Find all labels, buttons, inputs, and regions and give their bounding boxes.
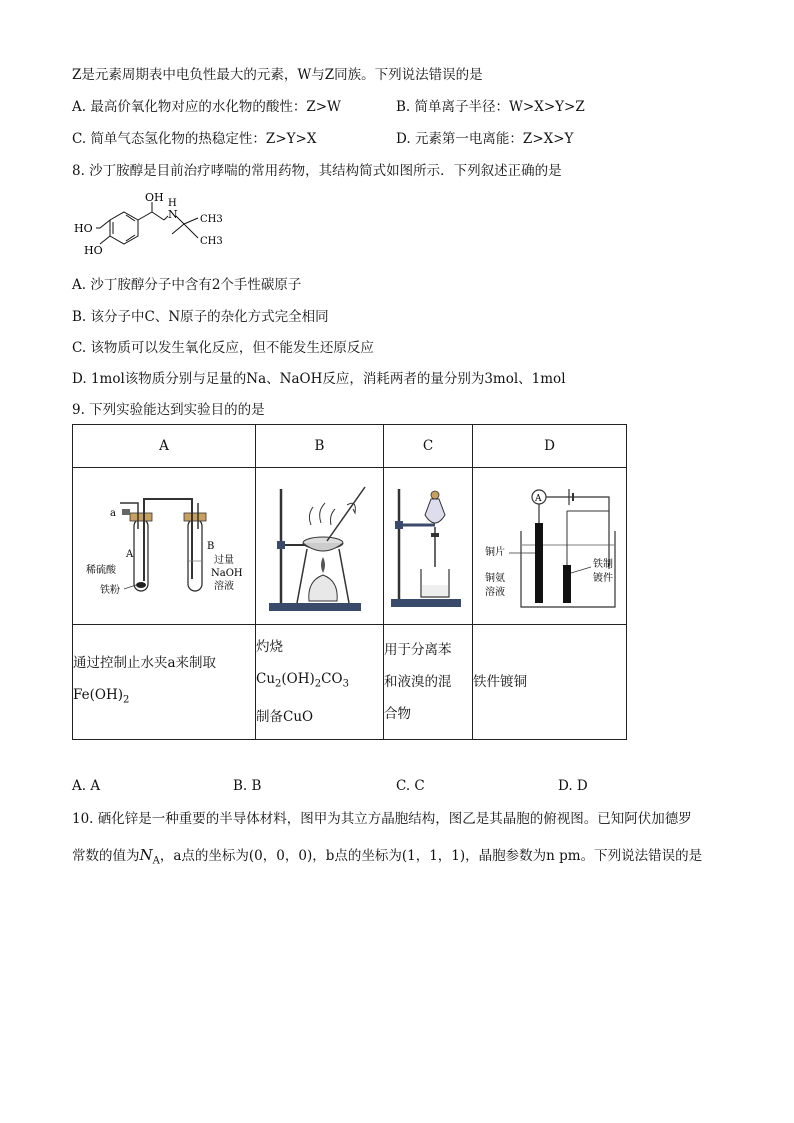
table-figure-row [73,468,627,625]
bond [184,224,198,238]
q8-option-a [72,276,301,294]
ch3-label: CH3 [200,236,223,247]
description-c-line1: 用于分离苯 [384,642,452,658]
bond [100,236,110,244]
option-text: 简单气态氢化物的热稳定性：Z>Y>X [90,131,317,147]
copper-plate [535,523,543,603]
alcohol-lamp [309,575,337,601]
option-text: 1mol该物质分别与足量的Na、NaOH反应，消耗两者的量分别为3mol、1mol [90,371,566,387]
iron-powder [136,582,146,588]
bond [138,212,152,220]
option-label: D. [72,371,87,387]
option-text: 最高价氧化物对应的水化物的酸性：Z>W [90,99,341,115]
separatory-funnel [425,499,445,523]
label-iron: 铁粉 [100,585,120,596]
label-cu-ammine-1: 铜氨 [484,573,505,584]
label-tube-b: B [207,541,215,552]
glass-rod [327,487,365,541]
q7-option-c [72,130,316,148]
bond [152,212,164,220]
experiment-table [72,424,627,740]
option-text: 该分子中C、N原子的杂化方式完全相同 [90,309,329,325]
option-text: 简单离子半径：W>X>Y>Z [414,99,585,115]
option-text: 沙丁胺醇分子中含有2个手性碳原子 [90,277,302,293]
funnel-stopper [431,491,439,499]
description-d [473,625,627,740]
bond [184,218,198,224]
benzene-ring [110,212,138,244]
bond [100,220,110,228]
stopper-b [184,513,206,521]
option-label: A. [72,99,87,115]
label-naoh: NaOH [211,568,243,579]
oh-label: OH [145,192,164,204]
label-a-small: a [110,508,116,519]
description-a [73,625,256,740]
label-acid: 稀硫酸 [86,565,116,576]
clamp-icon [277,541,285,549]
figure-a-cell [73,468,256,625]
label-solution: 溶液 [214,581,234,592]
formula-sub: 2 [275,678,282,690]
description-b-line2 [256,663,383,701]
option-label: A. [72,277,87,293]
label-excess: 过量 [214,555,234,566]
q7-option-b [396,98,585,116]
q10-line2-pre: 常数的值为 [72,848,140,864]
option-text: 元素第一电离能：Z>X>Y [414,131,574,147]
description-d-line1: 铁件镀铜 [473,674,527,690]
clamp-a-icon [122,509,130,515]
n-label: N [168,208,178,221]
description-a-line1: 通过控制止水夹a来制取 [73,655,217,672]
label-iron-2: 镀件 [592,573,613,584]
label-iron-1: 铁制 [592,559,613,570]
ch3-label: CH3 [200,214,223,225]
header-b: B [256,425,384,468]
description-b [256,625,384,740]
figure-b-cell [256,468,384,625]
q10-line2 [72,846,702,871]
stand-base [391,599,461,607]
formula-text: CO [321,671,343,688]
avogadro-symbol: N [139,846,153,864]
ho-label: HO [84,244,103,257]
q9-stem: 9. 下列实验能达到实验目的的是 [72,402,265,418]
calcination-apparatus [257,469,382,619]
stand-base [269,603,361,611]
q7-stem: Z是元素周期表中电负性最大的元素，W与Z同族。下列说法错误的是 [72,67,483,83]
q8-option-b [72,308,329,326]
description-c [384,625,473,740]
option-text: 该物质可以发生氧化反应，但不能发生还原反应 [90,340,374,356]
option-label: B. [72,309,87,325]
answer-a: A. A [72,778,101,794]
description-c-line2: 和液溴的混 [384,674,452,690]
ho-label: HO [74,222,93,235]
formula-text: (OH) [281,671,315,688]
label-copper: 铜片 [484,547,505,558]
fe-oh2-apparatus [74,469,254,619]
answer-b: B. B [233,778,262,794]
electroplating-apparatus [475,469,625,619]
separation-apparatus [385,469,471,619]
flame-icon [321,557,325,573]
table-header-row [73,425,627,468]
q8-option-d [72,370,566,388]
stopcock [431,533,439,537]
formula-sub: 3 [342,678,349,690]
figure-d-cell [473,468,627,625]
label-cu-ammine-2: 溶液 [484,587,505,598]
q7-option-d [396,130,573,148]
table-description-row [73,625,627,740]
description-b-line1: 灼烧 [256,639,283,656]
beaker-liquid [422,585,448,596]
clamp-icon [395,521,403,529]
option-label: C. [72,131,87,147]
label-tube-a: A [126,549,134,560]
crucible-bowl [303,543,343,551]
header-c: C [384,425,473,468]
q10-line1: 10. 硒化锌是一种重要的半导体材料，图甲为其立方晶胞结构，图乙是其晶胞的俯视图。已知阿伏加德罗 [72,811,692,827]
test-tube-b [188,519,202,591]
avogadro-sub: A [152,855,160,867]
iron-part [563,565,571,603]
formula-text: Cu [256,671,276,688]
q7-option-a [72,98,341,116]
smoke-icon [309,503,335,525]
connecting-tube [144,499,192,581]
ammeter-label: A [534,494,541,504]
header-d: D [473,425,627,468]
stopper-a [130,513,152,521]
bond [172,224,184,234]
description-c-line3: 合物 [384,706,411,722]
q8-option-c [72,339,374,357]
option-label: B. [396,99,411,115]
header-a: A [73,425,256,468]
q10-line2-post: ，a点的坐标为(0，0，0)，b点的坐标为(1，1，1)，晶胞参数为n pm。下列说法错误的是 [159,848,703,864]
q8-stem: 8. 沙丁胺醇是目前治疗哮喘的常用药物，其结构简式如图所示．下列叙述正确的是 [72,163,562,179]
h-label: H [168,198,177,209]
test-tube-a [134,519,148,591]
figure-c-cell [384,468,473,625]
option-label: D. [396,131,411,147]
formula-text: Fe(OH) [73,687,123,704]
answer-c: C. C [396,778,425,794]
description-b-line3: 制备CuO [256,708,314,725]
description-a-line2 [73,679,255,717]
leader-line [571,567,591,573]
answer-d: D. D [558,778,588,794]
option-label: C. [72,340,87,356]
salbutamol-structure [72,192,232,264]
formula-sub: 2 [123,694,130,706]
formula-sub: 2 [314,678,322,690]
